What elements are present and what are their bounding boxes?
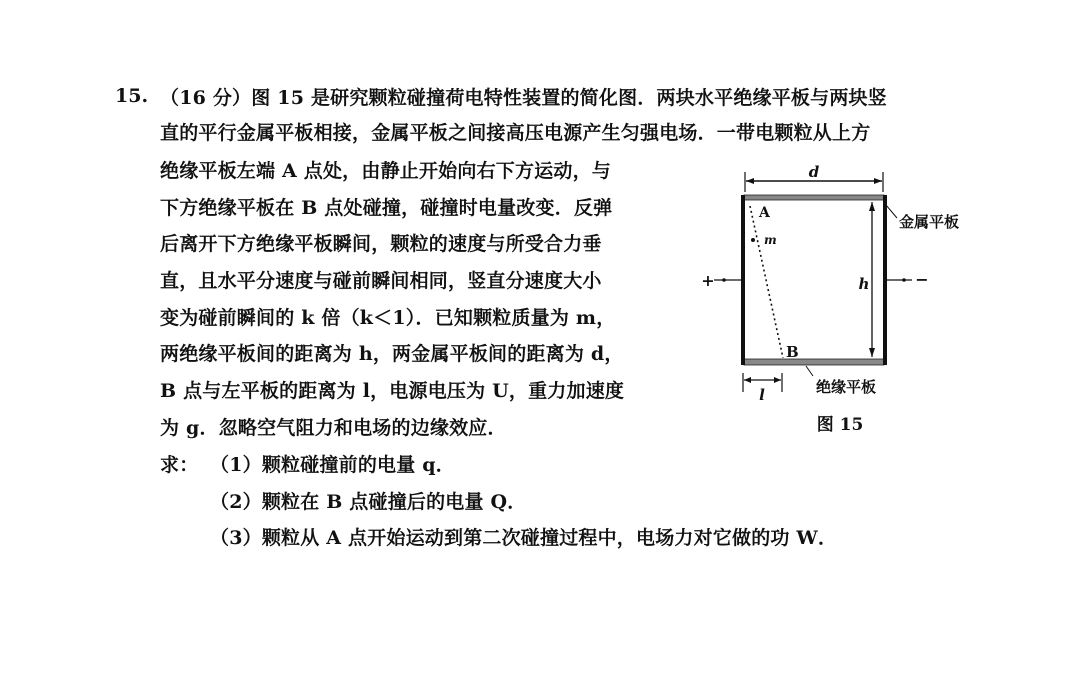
- l-arrow-right: [774, 377, 781, 383]
- question-line-5: 后离开下方绝缘平板瞬间，颗粒的速度与所受合力垂: [160, 233, 602, 255]
- minus-label: −: [915, 270, 929, 289]
- metal-plate-label: 金属平板: [899, 213, 960, 231]
- l-arrow-left: [744, 377, 751, 383]
- figure-15: [700, 160, 1000, 440]
- ask-label: 求：: [160, 454, 199, 476]
- apparatus-diagram: [700, 160, 1000, 440]
- m-label: m: [764, 233, 777, 247]
- insulating-plate-leader: [806, 366, 813, 376]
- question-line-10: 为 g．忽略空气阻力和电场的边缘效应．: [160, 417, 507, 439]
- left-metal-plate: [741, 195, 745, 365]
- upper-insulating-plate: [744, 195, 884, 200]
- right-metal-plate: [883, 195, 887, 365]
- particle-dot: [751, 238, 755, 242]
- question-line-7: 变为碰前瞬间的 k 倍（k＜1）．已知颗粒质量为 m，: [160, 307, 616, 329]
- l-label: l: [759, 386, 765, 404]
- question-line-4: 下方绝缘平板在 B 点处碰撞，碰撞时电量改变．反弹: [160, 197, 613, 219]
- point-A-label: A: [759, 205, 770, 221]
- h-arrow-bottom: [869, 348, 875, 357]
- right-terminal-dot: [902, 278, 906, 282]
- question-line-9: B 点与左平板的距离为 l，电源电压为 U，重力加速度: [160, 380, 625, 402]
- d-arrow-left: [746, 178, 754, 184]
- question-line-1: （16 分）图 15 是研究颗粒碰撞荷电特性装置的简化图．两块水平绝缘平板与两块竖: [160, 87, 887, 109]
- insulating-plate-label: 绝缘平板: [816, 378, 877, 396]
- particle-trajectory: [750, 206, 783, 358]
- sub-question-3: （3）颗粒从 A 点开始运动到第二次碰撞过程中，电场力对它做的功 W．: [210, 527, 838, 549]
- lower-insulating-plate: [744, 359, 884, 365]
- sub-question-1: （1）颗粒碰撞前的电量 q．: [210, 454, 455, 476]
- plus-label: +: [701, 271, 715, 290]
- point-B-label: B: [786, 343, 799, 361]
- sub-question-2: （2）颗粒在 B 点碰撞后的电量 Q．: [210, 491, 527, 513]
- h-label: h: [858, 275, 870, 293]
- figure-caption: 图 15: [816, 415, 864, 435]
- d-arrow-right: [874, 178, 882, 184]
- h-arrow-top: [869, 202, 875, 211]
- left-terminal-dot: [722, 278, 726, 282]
- d-label: d: [808, 163, 820, 181]
- question-line-6: 直，且水平分速度与碰前瞬间相同，竖直分速度大小: [160, 270, 602, 292]
- question-line-3: 绝缘平板左端 A 点处，由静止开始向右下方运动，与: [160, 160, 611, 182]
- question-line-2: 直的平行金属平板相接，金属平板之间接高压电源产生匀强电场．一带电颗粒从上方: [160, 122, 871, 144]
- question-line-8: 两绝缘平板间的距离为 h，两金属平板间的距离为 d，: [160, 343, 624, 365]
- question-number: 15.: [115, 85, 149, 107]
- metal-plate-leader: [886, 205, 897, 218]
